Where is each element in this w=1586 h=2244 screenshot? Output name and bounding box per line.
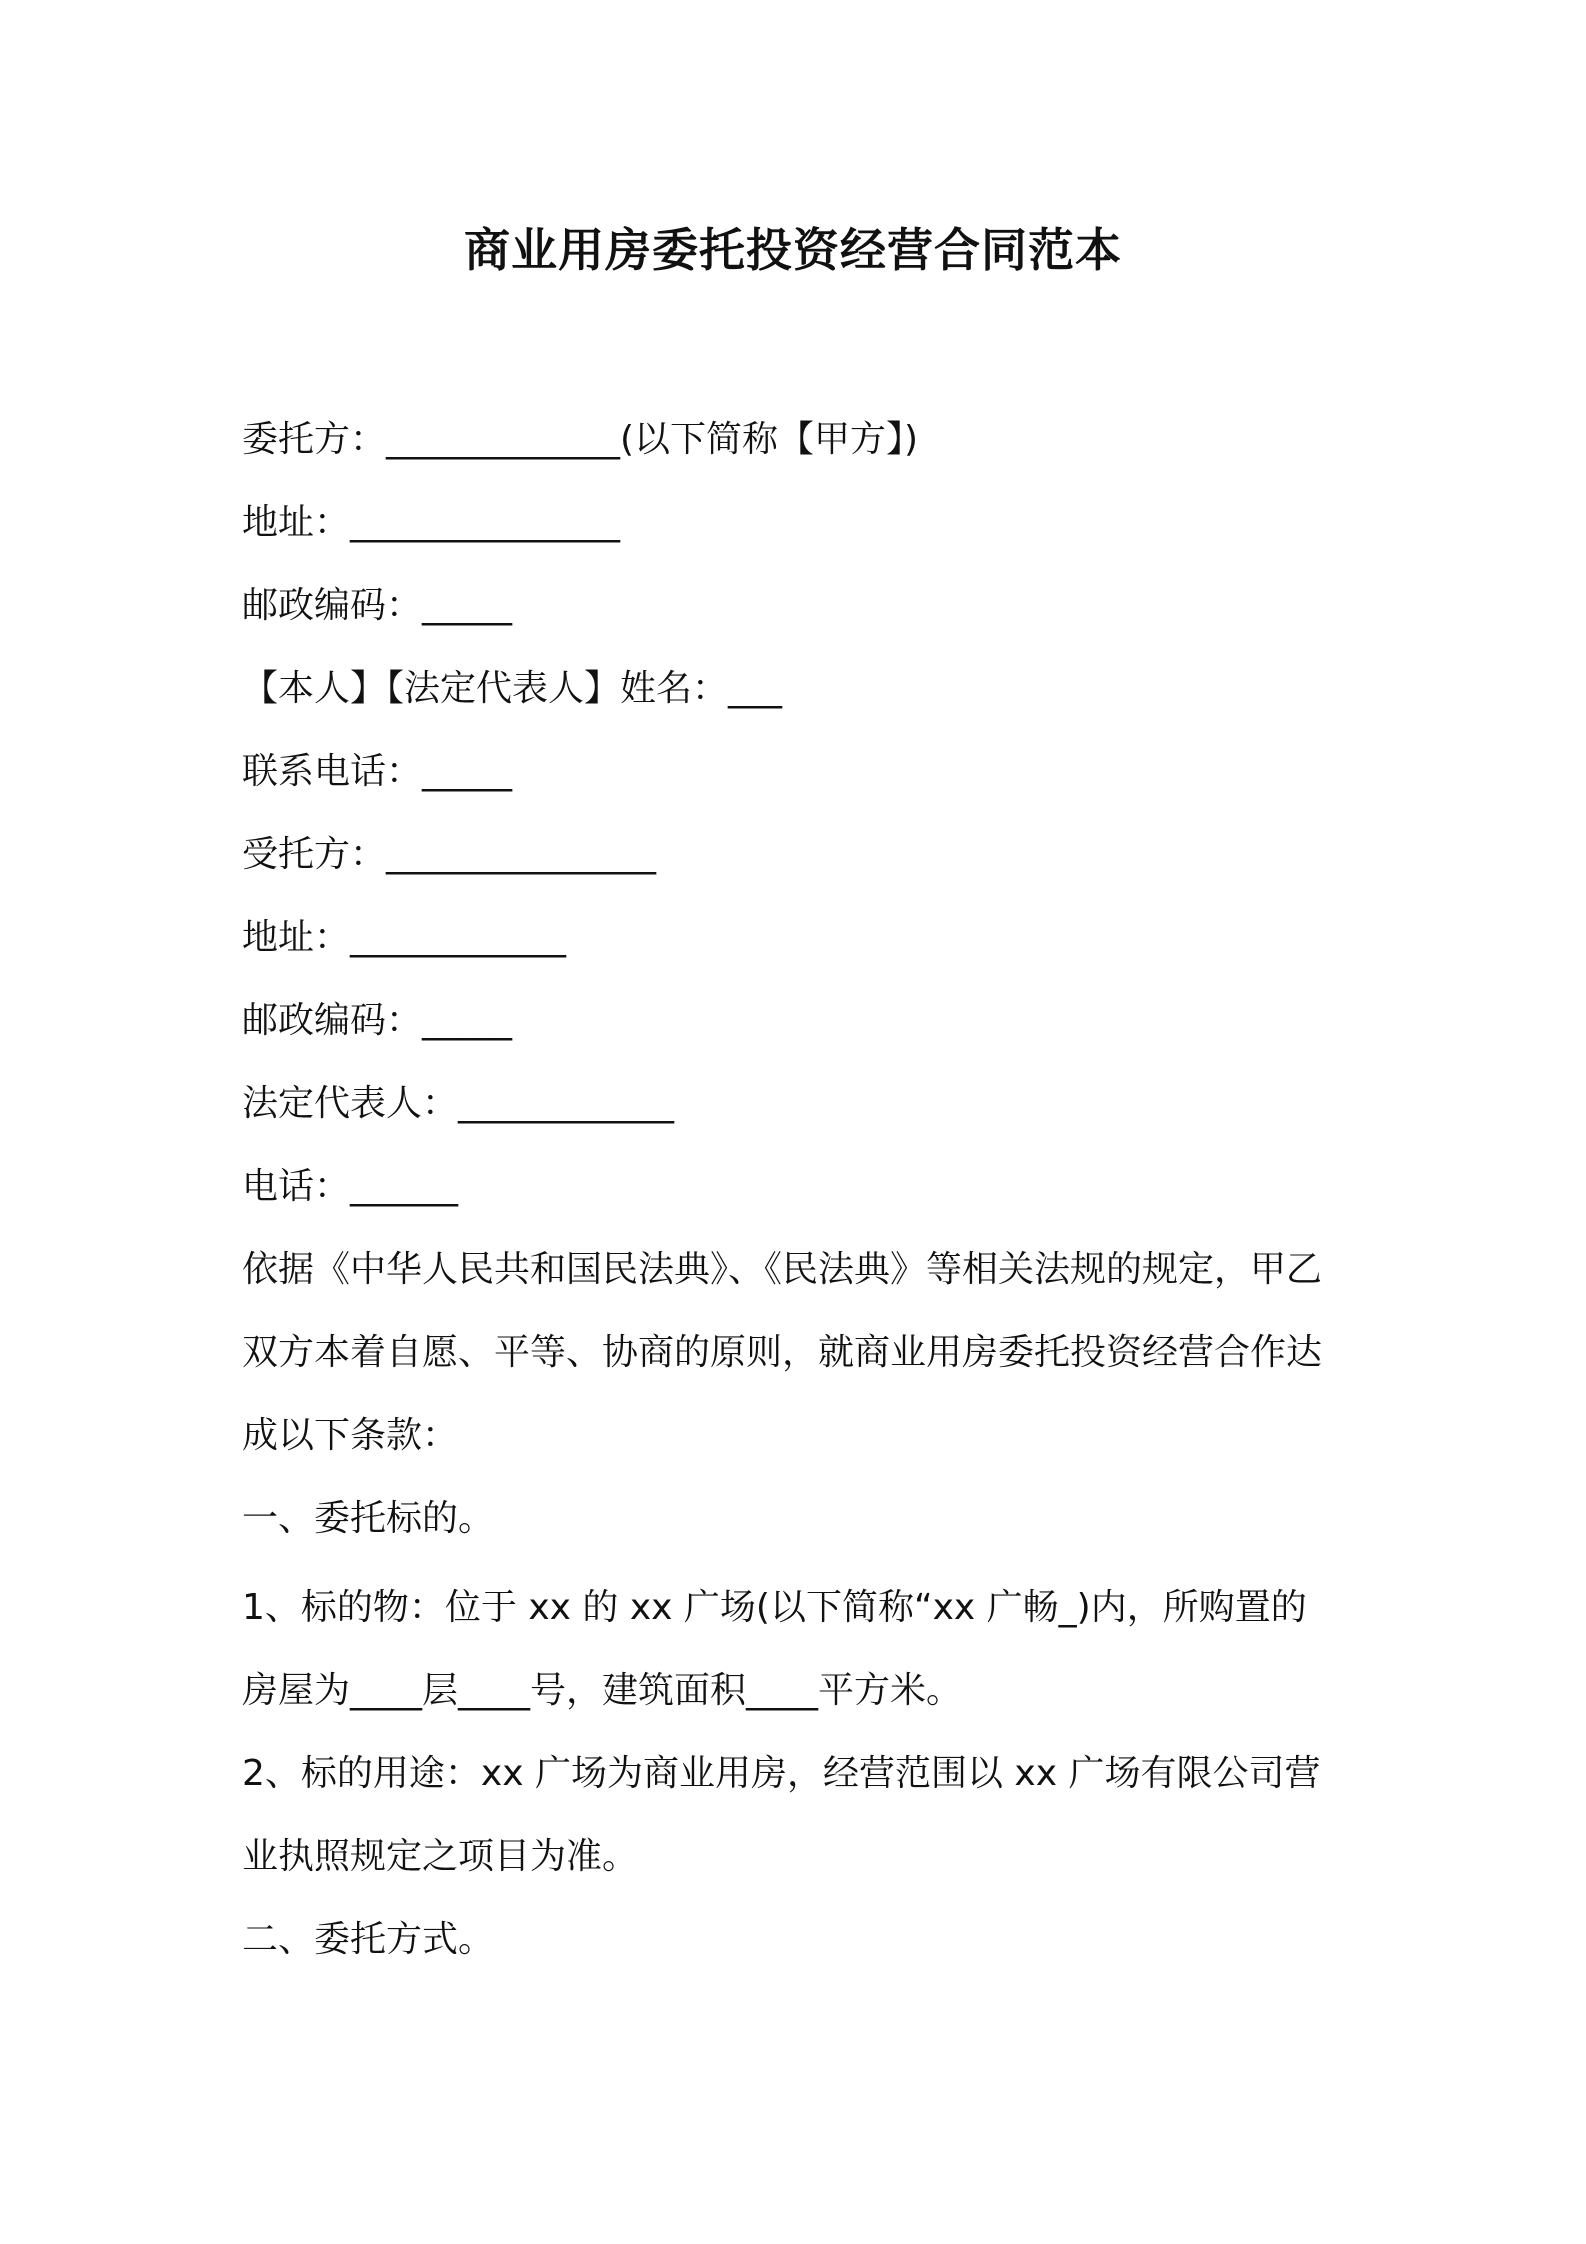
section-1-heading: 一、委托标的。 [242,1498,495,1539]
client-postcode-line: 邮政编码：_____ [242,585,513,626]
client-party-line: 委托方：_____________(以下简称【甲方】) [242,419,919,460]
preamble-line-2: 双方本着自愿、平等、协商的原则，就商业用房委托投资经营合作达 [242,1332,1323,1373]
client-name-line: 【本人】【法定代表人】姓名：___ [242,668,783,709]
trustee-phone-line: 电话：______ [242,1166,459,1207]
client-phone-line: 联系电话：_____ [242,751,513,792]
clause-2-line-2: 业执照规定之项目为准。 [242,1836,639,1877]
section-2-heading: 二、委托方式。 [242,1919,495,1960]
document-title: 商业用房委托投资经营合同范本 [464,223,1122,277]
clause-1-line-1: 1、标的物：位于 xx 的 xx 广场(以下简称“xx 广畅_)内，所购置的 [242,1587,1307,1628]
clause-2-line-1: 2、标的用途：xx 广场为商业用房，经营范围以 xx 广场有限公司营 [242,1753,1321,1794]
trustee-representative-line: 法定代表人：____________ [242,1083,675,1124]
trustee-postcode-line: 邮政编码：_____ [242,1000,513,1041]
client-address-line: 地址：_______________ [242,502,621,543]
trustee-address-line: 地址：____________ [242,917,567,958]
trustee-party-line: 受托方：_______________ [242,834,657,875]
preamble-line-3: 成以下条款： [242,1415,459,1456]
clause-1-line-2: 房屋为____层____号，建筑面积____平方米。 [242,1670,963,1711]
preamble-line-1: 依据《中华人民共和国民法典》、《民法典》等相关法规的规定，甲乙 [242,1249,1323,1290]
